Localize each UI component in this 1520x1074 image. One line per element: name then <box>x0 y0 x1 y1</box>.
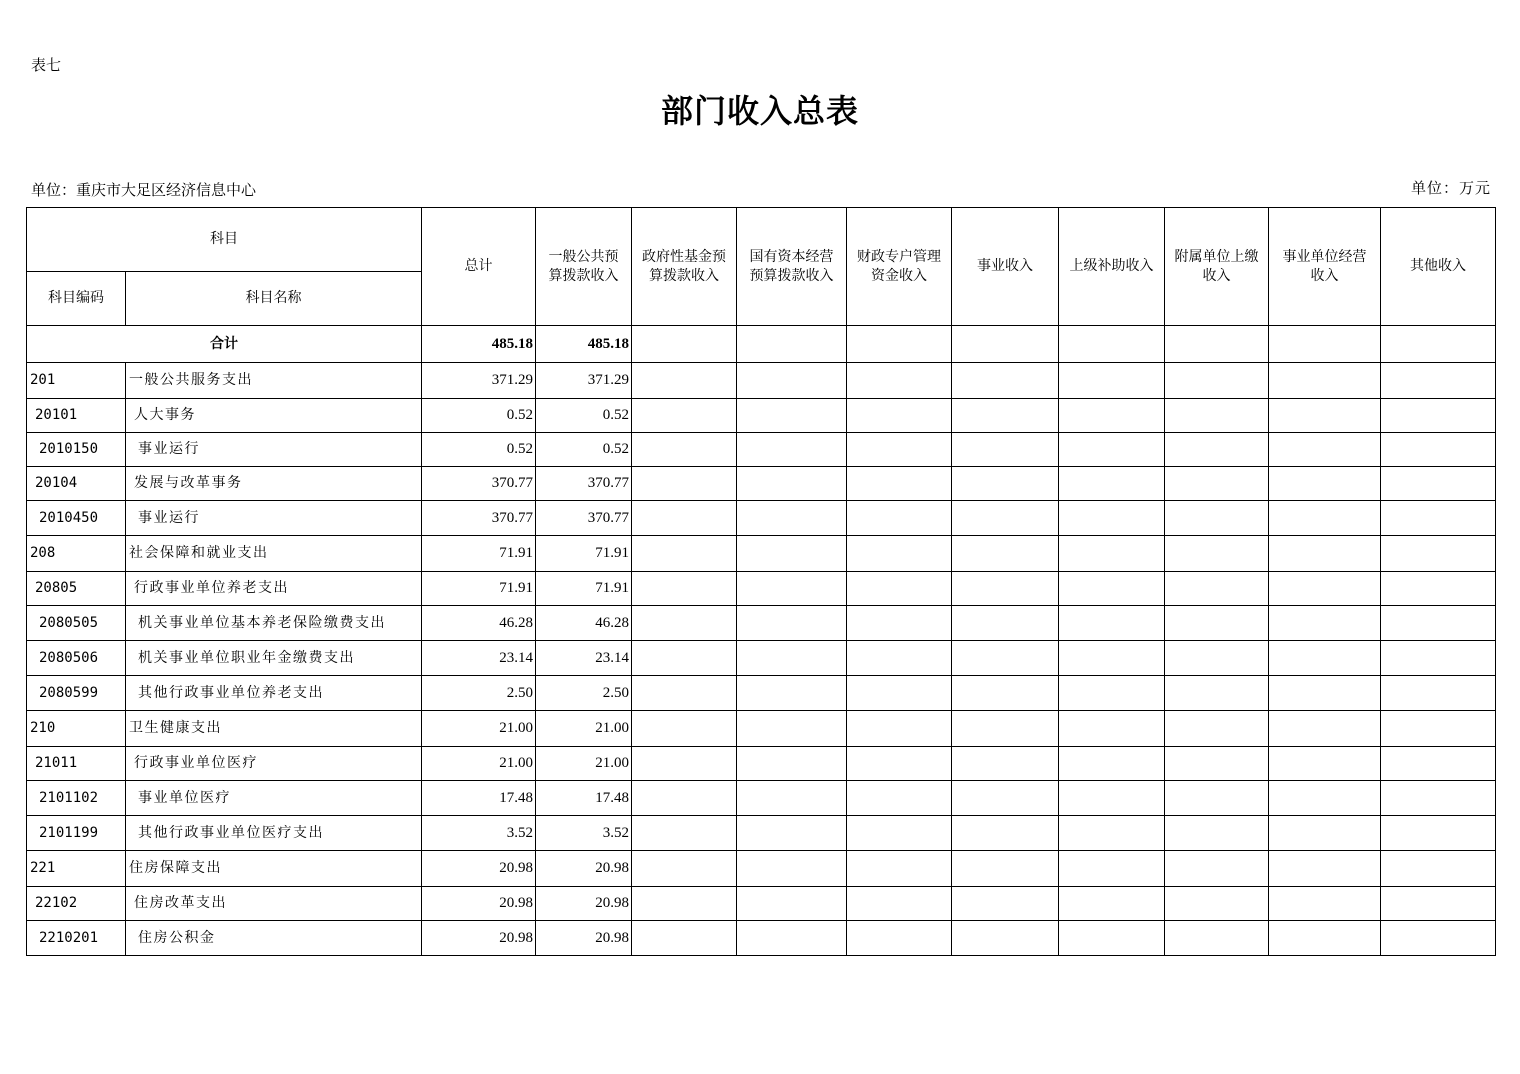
empty-cell <box>1059 641 1165 676</box>
row-total: 370.77 <box>422 501 536 536</box>
empty-cell <box>632 816 737 851</box>
empty-cell <box>1269 921 1381 956</box>
empty-cell <box>952 501 1059 536</box>
empty-cell <box>952 363 1059 399</box>
empty-cell <box>1381 711 1496 747</box>
empty-cell <box>952 711 1059 747</box>
empty-cell <box>632 501 737 536</box>
empty-cell <box>1381 501 1496 536</box>
header-fiscal-special-line2: 资金收入 <box>871 267 927 284</box>
row-code: 208 <box>27 536 126 572</box>
empty-cell <box>632 781 737 816</box>
empty-cell <box>952 572 1059 606</box>
empty-cell <box>952 467 1059 501</box>
empty-cell <box>737 536 847 572</box>
empty-cell <box>1059 921 1165 956</box>
row-name: 其他行政事业单位医疗支出 <box>126 816 422 851</box>
empty-cell <box>1165 851 1269 887</box>
empty-cell <box>1269 816 1381 851</box>
empty-cell <box>1381 641 1496 676</box>
empty-cell <box>847 467 952 501</box>
row-total: 371.29 <box>422 363 536 399</box>
empty-cell <box>1165 676 1269 711</box>
row-code: 210 <box>27 711 126 747</box>
table-row <box>27 711 1496 747</box>
header-subject: 科目 <box>27 208 422 272</box>
empty-cell <box>1059 399 1165 433</box>
empty-cell <box>847 399 952 433</box>
row-general: 17.48 <box>536 781 632 816</box>
header-affiliated-line2: 收入 <box>1202 267 1231 284</box>
empty-cell <box>1269 363 1381 399</box>
empty-cell <box>632 676 737 711</box>
row-general: 23.14 <box>536 641 632 676</box>
empty-cell <box>1269 781 1381 816</box>
row-name: 行政事业单位养老支出 <box>126 572 422 606</box>
row-total: 370.77 <box>422 467 536 501</box>
row-total: 20.98 <box>422 921 536 956</box>
empty-cell <box>1165 641 1269 676</box>
row-total: 21.00 <box>422 747 536 781</box>
row-total: 46.28 <box>422 606 536 641</box>
table-row <box>27 676 1496 711</box>
table-row <box>27 851 1496 887</box>
empty-cell <box>632 399 737 433</box>
table-row <box>27 467 1496 501</box>
row-name: 住房保障支出 <box>126 851 422 887</box>
header-gov-fund <box>632 208 737 326</box>
empty-cell <box>1269 572 1381 606</box>
empty-cell <box>1059 606 1165 641</box>
table-row <box>27 816 1496 851</box>
empty-cell <box>1381 816 1496 851</box>
empty-cell <box>1165 536 1269 572</box>
empty-cell <box>632 641 737 676</box>
header-row-top <box>27 208 1496 272</box>
row-total: 0.52 <box>422 399 536 433</box>
table-row <box>27 572 1496 606</box>
empty-cell <box>1381 781 1496 816</box>
empty-cell <box>1165 363 1269 399</box>
empty-cell <box>632 536 737 572</box>
empty-cell <box>847 711 952 747</box>
empty-cell <box>737 641 847 676</box>
row-code: 2101102 <box>27 781 126 816</box>
empty-cell <box>952 536 1059 572</box>
empty-cell <box>1381 326 1496 363</box>
row-general: 20.98 <box>536 921 632 956</box>
empty-cell <box>1059 711 1165 747</box>
table-row <box>27 433 1496 467</box>
empty-cell <box>737 711 847 747</box>
header-operating-line2: 收入 <box>1310 267 1339 284</box>
empty-cell <box>952 781 1059 816</box>
table-row <box>27 363 1496 399</box>
row-general: 3.52 <box>536 816 632 851</box>
table-number: 表七 <box>31 56 62 74</box>
empty-cell <box>1269 747 1381 781</box>
empty-cell <box>1381 433 1496 467</box>
empty-cell <box>1165 433 1269 467</box>
empty-cell <box>737 816 847 851</box>
header-other: 其他收入 <box>1381 208 1496 326</box>
empty-cell <box>1269 887 1381 921</box>
row-name: 其他行政事业单位养老支出 <box>126 676 422 711</box>
header-fiscal-special <box>847 208 952 326</box>
total-row <box>27 326 1496 363</box>
row-code: 201 <box>27 363 126 399</box>
header-gov-fund-line1: 政府性基金预 <box>642 248 726 265</box>
empty-cell <box>847 501 952 536</box>
empty-cell <box>952 887 1059 921</box>
empty-cell <box>1059 572 1165 606</box>
row-general: 20.98 <box>536 887 632 921</box>
row-code: 2210201 <box>27 921 126 956</box>
table-row <box>27 781 1496 816</box>
empty-cell <box>847 747 952 781</box>
empty-cell <box>632 326 737 363</box>
empty-cell <box>1381 887 1496 921</box>
row-code: 2101199 <box>27 816 126 851</box>
header-fiscal-special-line1: 财政专户管理 <box>857 248 941 265</box>
row-name: 行政事业单位医疗 <box>126 747 422 781</box>
table-row <box>27 606 1496 641</box>
row-name: 机关事业单位职业年金缴费支出 <box>126 641 422 676</box>
empty-cell <box>737 851 847 887</box>
empty-cell <box>1059 676 1165 711</box>
empty-cell <box>737 606 847 641</box>
row-name: 社会保障和就业支出 <box>126 536 422 572</box>
table-row <box>27 641 1496 676</box>
unit-currency: 单位：万元 <box>1410 179 1491 197</box>
empty-cell <box>1059 816 1165 851</box>
empty-cell <box>847 606 952 641</box>
empty-cell <box>1381 921 1496 956</box>
empty-cell <box>1165 467 1269 501</box>
empty-cell <box>632 363 737 399</box>
empty-cell <box>1381 536 1496 572</box>
empty-cell <box>632 711 737 747</box>
row-general: 21.00 <box>536 747 632 781</box>
empty-cell <box>1269 676 1381 711</box>
empty-cell <box>847 887 952 921</box>
header-general-budget-line2: 算拨款收入 <box>548 267 619 284</box>
empty-cell <box>952 326 1059 363</box>
row-code: 221 <box>27 851 126 887</box>
empty-cell <box>632 572 737 606</box>
unit-organization: 单位：重庆市大足区经济信息中心 <box>31 181 257 199</box>
row-code: 20104 <box>27 467 126 501</box>
header-state-capital <box>737 208 847 326</box>
empty-cell <box>847 363 952 399</box>
row-general: 71.91 <box>536 572 632 606</box>
empty-cell <box>1165 501 1269 536</box>
empty-cell <box>1059 363 1165 399</box>
table-row <box>27 399 1496 433</box>
header-general-budget-line1: 一般公共预 <box>548 248 619 265</box>
row-code: 20101 <box>27 399 126 433</box>
row-name: 人大事务 <box>126 399 422 433</box>
row-general: 46.28 <box>536 606 632 641</box>
empty-cell <box>847 816 952 851</box>
row-code: 22102 <box>27 887 126 921</box>
empty-cell <box>847 641 952 676</box>
empty-cell <box>1269 399 1381 433</box>
row-total: 17.48 <box>422 781 536 816</box>
empty-cell <box>1059 501 1165 536</box>
empty-cell <box>1165 816 1269 851</box>
empty-cell <box>1381 606 1496 641</box>
row-general: 21.00 <box>536 711 632 747</box>
header-state-capital-line2: 预算拨款收入 <box>749 267 834 284</box>
empty-cell <box>1165 326 1269 363</box>
row-name: 住房公积金 <box>126 921 422 956</box>
empty-cell <box>737 572 847 606</box>
empty-cell <box>1165 399 1269 433</box>
empty-cell <box>737 501 847 536</box>
empty-cell <box>952 606 1059 641</box>
row-total: 21.00 <box>422 711 536 747</box>
empty-cell <box>1059 433 1165 467</box>
empty-cell <box>1269 501 1381 536</box>
row-general: 0.52 <box>536 399 632 433</box>
empty-cell <box>1059 326 1165 363</box>
row-total: 23.14 <box>422 641 536 676</box>
empty-cell <box>737 921 847 956</box>
empty-cell <box>1165 887 1269 921</box>
empty-cell <box>847 326 952 363</box>
header-affiliated <box>1165 208 1269 326</box>
income-summary-table <box>26 207 1496 956</box>
row-total: 3.52 <box>422 816 536 851</box>
empty-cell <box>847 676 952 711</box>
row-name: 机关事业单位基本养老保险缴费支出 <box>126 606 422 641</box>
empty-cell <box>1269 433 1381 467</box>
row-code: 2010450 <box>27 501 126 536</box>
total-sum: 485.18 <box>422 326 536 363</box>
empty-cell <box>737 781 847 816</box>
empty-cell <box>847 536 952 572</box>
row-name: 一般公共服务支出 <box>126 363 422 399</box>
row-code: 21011 <box>27 747 126 781</box>
empty-cell <box>847 433 952 467</box>
empty-cell <box>737 326 847 363</box>
table-row <box>27 921 1496 956</box>
empty-cell <box>1381 572 1496 606</box>
header-gov-fund-line2: 算拨款收入 <box>649 267 719 284</box>
row-name: 事业运行 <box>126 501 422 536</box>
row-total: 71.91 <box>422 572 536 606</box>
row-total: 2.50 <box>422 676 536 711</box>
empty-cell <box>1269 467 1381 501</box>
header-total: 总计 <box>422 208 536 326</box>
empty-cell <box>632 467 737 501</box>
empty-cell <box>632 433 737 467</box>
row-total: 20.98 <box>422 887 536 921</box>
page-title: 部门收入总表 <box>660 92 859 130</box>
empty-cell <box>1165 781 1269 816</box>
row-total: 0.52 <box>422 433 536 467</box>
header-upper-subsidy: 上级补助收入 <box>1059 208 1165 326</box>
empty-cell <box>1059 851 1165 887</box>
empty-cell <box>737 747 847 781</box>
table-row <box>27 501 1496 536</box>
empty-cell <box>1165 921 1269 956</box>
empty-cell <box>1381 363 1496 399</box>
empty-cell <box>737 676 847 711</box>
empty-cell <box>1059 781 1165 816</box>
table-row <box>27 887 1496 921</box>
empty-cell <box>1269 606 1381 641</box>
empty-cell <box>1381 676 1496 711</box>
row-total: 71.91 <box>422 536 536 572</box>
empty-cell <box>952 851 1059 887</box>
empty-cell <box>1269 536 1381 572</box>
empty-cell <box>1381 399 1496 433</box>
row-general: 0.52 <box>536 433 632 467</box>
empty-cell <box>952 641 1059 676</box>
empty-cell <box>1269 326 1381 363</box>
row-name: 事业单位医疗 <box>126 781 422 816</box>
row-code: 2080599 <box>27 676 126 711</box>
empty-cell <box>952 921 1059 956</box>
table-row <box>27 536 1496 572</box>
row-total: 20.98 <box>422 851 536 887</box>
row-code: 2080505 <box>27 606 126 641</box>
empty-cell <box>1165 747 1269 781</box>
empty-cell <box>952 433 1059 467</box>
header-business-income: 事业收入 <box>952 208 1059 326</box>
header-operating-line1: 事业单位经营 <box>1282 248 1367 265</box>
row-name: 发展与改革事务 <box>126 467 422 501</box>
empty-cell <box>847 781 952 816</box>
empty-cell <box>1269 851 1381 887</box>
empty-cell <box>1381 467 1496 501</box>
empty-cell <box>952 816 1059 851</box>
empty-cell <box>737 399 847 433</box>
empty-cell <box>847 921 952 956</box>
empty-cell <box>1059 467 1165 501</box>
empty-cell <box>847 851 952 887</box>
row-code: 20805 <box>27 572 126 606</box>
header-state-capital-line1: 国有资本经营 <box>749 248 834 265</box>
row-general: 371.29 <box>536 363 632 399</box>
row-general: 71.91 <box>536 536 632 572</box>
table-row <box>27 747 1496 781</box>
total-general: 485.18 <box>536 326 632 363</box>
row-general: 20.98 <box>536 851 632 887</box>
empty-cell <box>632 851 737 887</box>
empty-cell <box>632 921 737 956</box>
empty-cell <box>1165 572 1269 606</box>
header-affiliated-line1: 附属单位上缴 <box>1174 248 1259 265</box>
empty-cell <box>737 467 847 501</box>
empty-cell <box>952 747 1059 781</box>
empty-cell <box>1269 641 1381 676</box>
empty-cell <box>1059 536 1165 572</box>
empty-cell <box>1381 851 1496 887</box>
empty-cell <box>737 887 847 921</box>
row-general: 370.77 <box>536 501 632 536</box>
empty-cell <box>952 676 1059 711</box>
empty-cell <box>1381 747 1496 781</box>
empty-cell <box>1269 711 1381 747</box>
row-code: 2080506 <box>27 641 126 676</box>
header-code: 科目编码 <box>27 272 126 326</box>
row-name: 住房改革支出 <box>126 887 422 921</box>
empty-cell <box>737 433 847 467</box>
row-name: 卫生健康支出 <box>126 711 422 747</box>
empty-cell <box>1165 711 1269 747</box>
empty-cell <box>632 606 737 641</box>
empty-cell <box>737 363 847 399</box>
row-general: 2.50 <box>536 676 632 711</box>
empty-cell <box>952 399 1059 433</box>
empty-cell <box>1059 887 1165 921</box>
empty-cell <box>632 887 737 921</box>
header-name: 科目名称 <box>126 272 422 326</box>
empty-cell <box>1059 747 1165 781</box>
header-operating <box>1269 208 1381 326</box>
empty-cell <box>847 572 952 606</box>
empty-cell <box>632 747 737 781</box>
total-label: 合计 <box>27 326 422 363</box>
row-code: 2010150 <box>27 433 126 467</box>
row-name: 事业运行 <box>126 433 422 467</box>
header-general-budget <box>536 208 632 326</box>
row-general: 370.77 <box>536 467 632 501</box>
empty-cell <box>1165 606 1269 641</box>
